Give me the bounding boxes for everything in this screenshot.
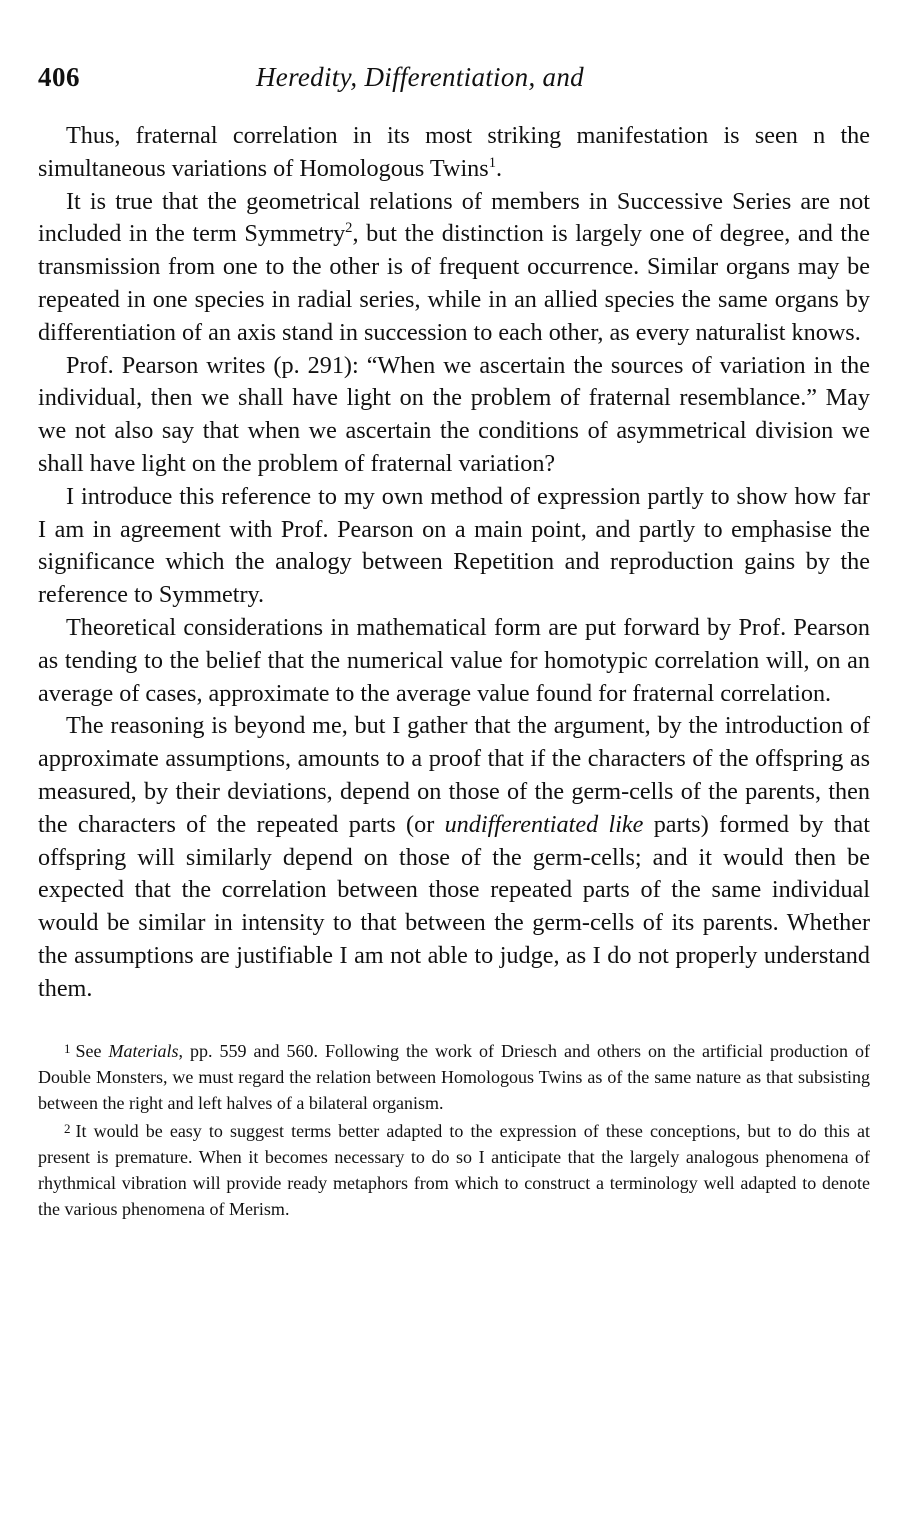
footnote-marker: 1	[64, 1040, 71, 1056]
paragraph-text: The reasoning is beyond me, but I gather that the argument, by the introduction of approximate assumptions, amounts to a proof that if the characters of the offspring as measured, by their deviations, depend on those of the germ-cells of the parents, then the characters of the repeated parts (or	[38, 712, 870, 838]
footnote-marker: 2	[64, 1120, 71, 1136]
footnote-ref-1: 1	[488, 154, 496, 171]
emphasis-text: undifferentiated like	[444, 810, 644, 838]
book-page	[38, 62, 870, 1222]
paragraph-5: Theoretical considerations in mathematical form are put forward by Prof. Pearson as tending to the belief that the numerical value for homotypic correlation will, on an average of cases, approximate to the average value found for fraternal correlation.	[38, 613, 870, 707]
page-number: 406	[38, 62, 80, 92]
footnote-2	[38, 1116, 870, 1222]
footnote-1	[38, 1036, 870, 1116]
paragraph-4: I introduce this reference to my own method of expression partly to show how far I am in agreement with Prof. Pearson on a main point, and partly to emphasise the significance which the analogy between Repetition and reproduction gains by the reference to Symmetry.	[38, 482, 870, 609]
paragraph-text: It is true that the geometrical relations of members in Successive Series are not included in the term Symmetry	[38, 187, 870, 248]
paragraph-text: parts) formed by that offspring will similarly depend on those of the germ-cells; and it would then be expected that the correlation between those repeated parts of the same individual would be similar in intensity to that between the germ-cells of its parents. Whether the assumptions are justifiable I am not able to judge, as I do not properly understand them.	[38, 810, 871, 1002]
body-text	[38, 120, 870, 1006]
running-title: Heredity, Differentiation, and	[256, 62, 584, 92]
footnotes	[38, 1036, 870, 1222]
paragraph-6	[38, 710, 870, 1005]
footnote-ref-2: 2	[345, 220, 353, 237]
paragraph-text: , but the distinction is largely one of degree, and the transmission from one to the other is of frequent occurrence. Similar organs may be repeated in one species in radial series, while in an allied species the same organs by differentiation of an axis stand in succession to each other, as every naturalist knows.	[38, 220, 870, 346]
paragraph-2	[38, 186, 870, 350]
paragraph-text: .	[495, 154, 502, 182]
running-head	[38, 62, 870, 108]
paragraph-1	[38, 120, 870, 186]
footnote-text: See	[75, 1040, 109, 1061]
footnote-text: , pp. 559 and 560. Following the work of Driesch and others on the artificial production of Double Monsters, we must regard the relation between Homologous Twins as of the same nature as that subsisting between the right and left halves of a bilateral organism.	[38, 1040, 870, 1113]
emphasis-text: Materials	[108, 1040, 179, 1061]
paragraph-3: Prof. Pearson writes (p. 291): “When we ascertain the sources of variation in the individual, then we shall have light on the problem of fraternal resemblance.” May we not also say that when we ascertain the conditions of asymmetrical division we shall have light on the problem of fraternal variation?	[38, 351, 870, 477]
paragraph-text: Thus, fraternal correlation in its most striking manifestation is seen n the simultaneous variations of Homologous Twins	[38, 122, 870, 182]
footnote-text: It would be easy to suggest terms better adapted to the expression of these conceptions, but to do this at present is premature. When it becomes necessary to do so I anticipate that the largely analogous phenomena of rhythmical vibration will provide ready metaphors from which to construct a terminology well adapted to denote the various phenomena of Merism.	[38, 1120, 870, 1219]
